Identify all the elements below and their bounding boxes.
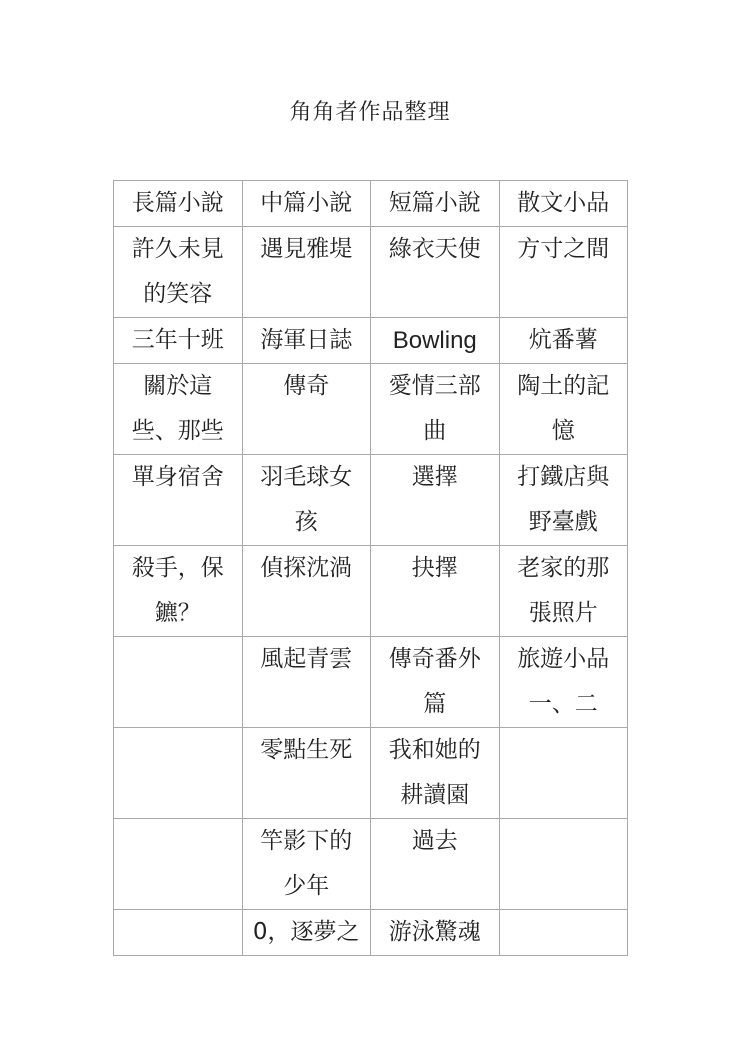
table-row — [114, 318, 628, 364]
table-row — [114, 910, 628, 956]
table-cell: 游泳驚魂 — [371, 910, 500, 956]
table-header-row — [114, 181, 628, 227]
header-novel: 長篇小說 — [114, 181, 243, 227]
table-cell: 竿影下的 少年 — [242, 819, 371, 910]
table-row — [114, 455, 628, 546]
table-row — [114, 227, 628, 318]
table-cell — [499, 819, 628, 910]
table-cell: 單身宿舍 — [114, 455, 243, 546]
table-row — [114, 819, 628, 910]
table-cell — [114, 910, 243, 956]
table-cell: Bowling — [371, 318, 500, 364]
table-cell: 傳奇 — [242, 364, 371, 455]
table-cell: 許久未見 的笑容 — [114, 227, 243, 318]
table-cell — [114, 728, 243, 819]
table-cell — [499, 728, 628, 819]
table-row — [114, 637, 628, 728]
table-row — [114, 728, 628, 819]
table-cell: 綠衣天使 — [371, 227, 500, 318]
table-cell: 愛情三部 曲 — [371, 364, 500, 455]
table-cell — [499, 910, 628, 956]
table-cell — [114, 819, 243, 910]
table-cell: 老家的那 張照片 — [499, 546, 628, 637]
table-cell: 關於這 些、那些 — [114, 364, 243, 455]
table-cell: 過去 — [371, 819, 500, 910]
table-cell — [114, 637, 243, 728]
document-title: 角角者作品整理 — [289, 100, 451, 125]
table-cell: 零點生死 — [242, 728, 371, 819]
table-cell: 方寸之間 — [499, 227, 628, 318]
table-cell: 抉擇 — [371, 546, 500, 637]
table-cell: 傳奇番外 篇 — [371, 637, 500, 728]
header-essay: 散文小品 — [499, 181, 628, 227]
table-cell: 0，逐夢之 — [242, 910, 371, 956]
header-short-story: 短篇小說 — [371, 181, 500, 227]
table-cell: 殺手，保 鑣？ — [114, 546, 243, 637]
table-cell: 偵探沈渦 — [242, 546, 371, 637]
table-cell: 選擇 — [371, 455, 500, 546]
table-cell: 我和她的 耕讀園 — [371, 728, 500, 819]
table-cell: 陶土的記 憶 — [499, 364, 628, 455]
table-row — [114, 546, 628, 637]
table-cell: 海軍日誌 — [242, 318, 371, 364]
table-cell: 炕番薯 — [499, 318, 628, 364]
table-row — [114, 364, 628, 455]
table-cell: 旅遊小品 一、二 — [499, 637, 628, 728]
table-cell: 風起青雲 — [242, 637, 371, 728]
header-novella: 中篇小說 — [242, 181, 371, 227]
table-cell: 打鐵店與 野臺戲 — [499, 455, 628, 546]
table-cell: 三年十班 — [114, 318, 243, 364]
table-cell: 遇見雅堤 — [242, 227, 371, 318]
works-table — [113, 180, 628, 956]
table-cell: 羽毛球女 孩 — [242, 455, 371, 546]
